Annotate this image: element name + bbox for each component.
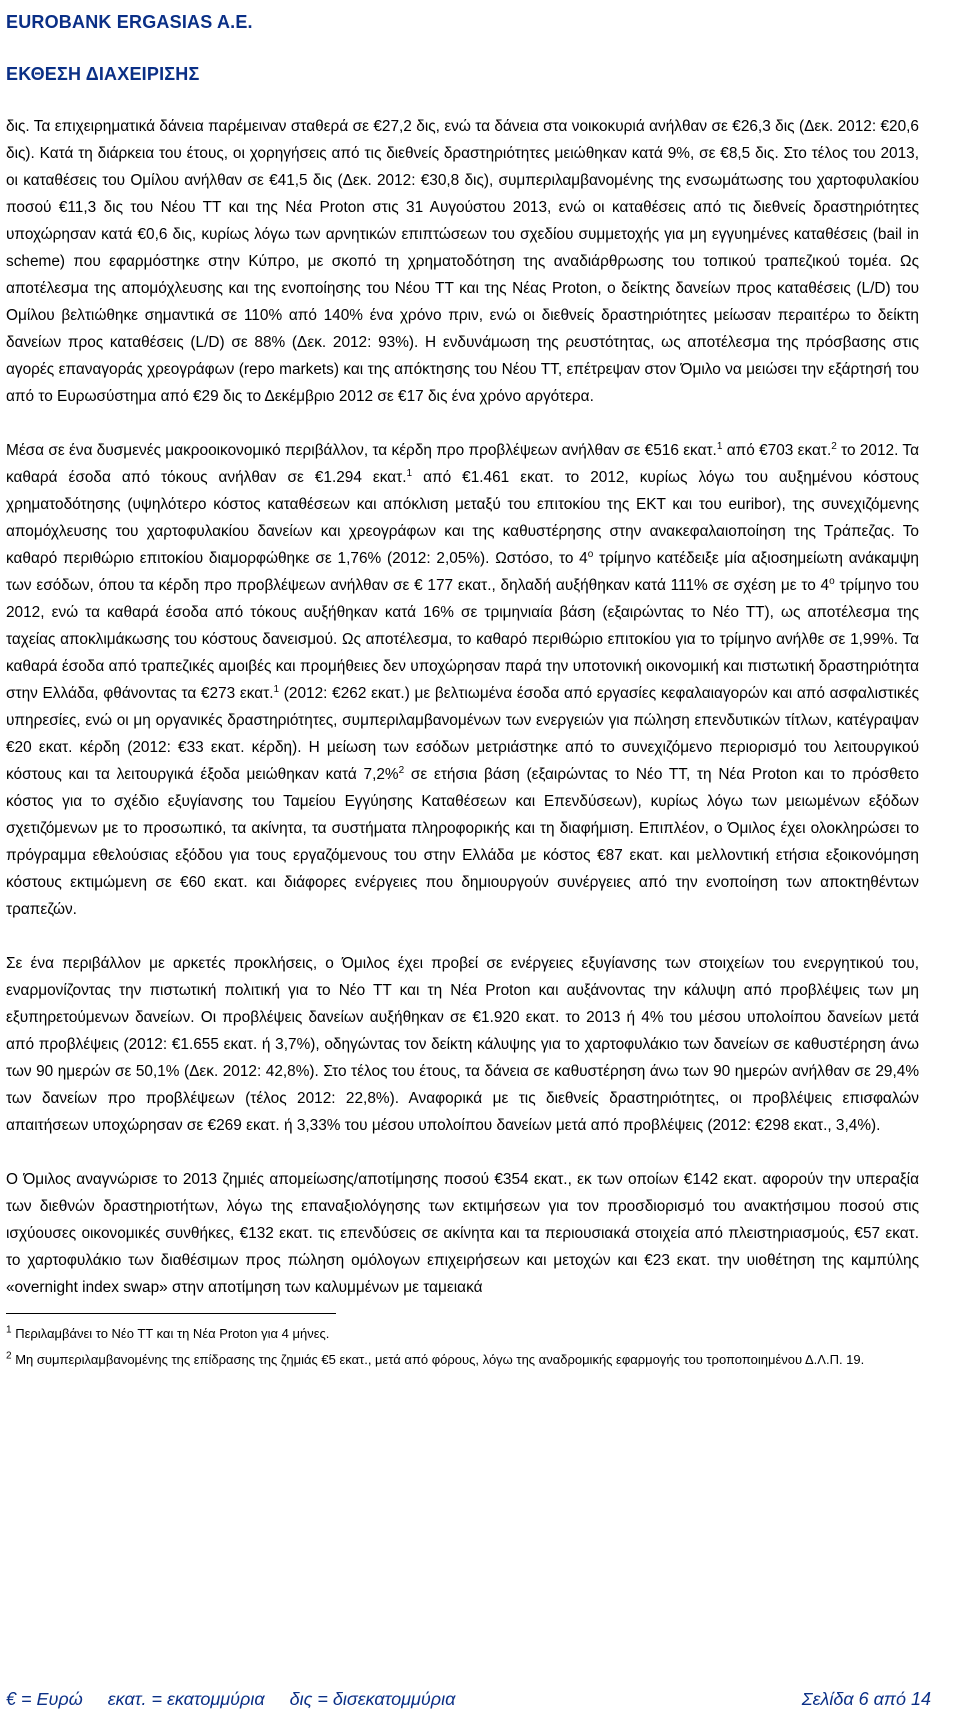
document-page xyxy=(6,10,919,1376)
footnote-number: 1 xyxy=(6,1324,12,1336)
paragraph-text: σε ετήσια βάση (εξαιρώντας το Νέο ΤΤ, τη Νέα Proton και το πρόσθετο κόστος για το σχέδιο εξυγίανσης του Ταμείου Εγγύησης Καταθέσεων και Επενδύσεων), κυρίως λόγω των μειωμένων εξόδων σχετιζόμενων με το προσωπικό, τα ακίνητα, τα συστήματα πληροφορικής και τη διαφήμιση. Επιπλέον, ο Όμιλος έχει ολοκληρώσει το πρόγραμμα εθελούσιας εξόδου για τους εργαζόμενους του στην Ελλάδα με κόστος €87 εκατ. και μελλοντική ετήσια εξοικονόμηση κόστους εκτιμώμενη σε €60 εκατ. και διάφορες ενέργειες που δημιουργούν συνέργειες από την ενοποίηση των αποκτηθέντων τραπεζών. xyxy=(6,766,919,918)
ordinal-suffix: ο xyxy=(829,575,835,587)
footnote-divider xyxy=(6,1313,336,1314)
paragraph-profits xyxy=(6,437,919,923)
paragraph-provisions xyxy=(6,950,919,1139)
paragraph-text: Ο Όμιλος αναγνώρισε το 2013 ζημιές απομείωσης/αποτίμησης ποσού €354 εκατ., εκ των οποίων €142 εκατ. αφορούν την υπεραξία των διεθνών δραστηριοτήτων, λόγω της επαναξιολόγησης των εκτιμήσεων για τον προσδιορισμό του ανακτήσιμου ποσού στις ισχύουσες οικονομικές συνθήκες, €132 εκατ. τις επενδύσεις σε ακίνητα και τα περιουσιακά στοιχεία από πλειστηριασμούς, €57 εκατ. το χαρτοφυλάκιο των διαθέσιμων προς πώληση ομόλογων επιχειρήσεων και μετοχών και €23 εκατ. την υιοθέτηση της καμπύλης «overnight index swap» στην αποτίμηση των καλυμμένων με ταμειακά xyxy=(6,1171,919,1296)
footnote-ref: 2 xyxy=(831,440,837,452)
paragraph-impairments xyxy=(6,1166,919,1301)
paragraph-deposits xyxy=(6,113,919,410)
footnote-ref: 1 xyxy=(406,467,413,479)
paragraph-text: από €1.461 εκατ. το 2012, κυρίως λόγω του αυξημένου κόστους χρηματοδότησης (υψηλότερο κόστος καταθέσεων και απόκλιση μεταξύ του επιτοκίου της ΕΚΤ και του euribor), της συνεχιζόμενης απομόχλευσης του χαρτοφυλακίου δανείων και χρεογράφων και της καθυστέρησης στην ανακεφαλαιοποίηση της Τράπεζας. Το καθαρό περιθώριο επιτοκίου διαμορφώθηκε σε 1,76% (2012: 2,05%). Ωστόσο, το 4 xyxy=(6,469,919,567)
paragraph-text: (2012: €262 εκατ.) με βελτιωμένα έσοδα από εργασίες κεφαλαιαγορών και από ασφαλιστικές υπηρεσίες, ενώ οι μη οργανικές δραστηριότητες, συμπεριλαμβανομένων των ενεργειών για πώληση επενδυτικών τίτλων, κατέγραψαν €20 εκατ. κέρδη (2012: €33 εκατ. κέρδη). Η μείωση των εσόδων μετριάστηκε από το συνεχιζόμενο περιορισμό του λειτουργικού κόστους και τα λειτουργικά έξοδα μειώθηκαν κατά 7,2% xyxy=(6,685,919,783)
paragraph-text: τρίμηνο του 2012, ενώ τα καθαρά έσοδα από τόκους αυξήθηκαν κατά 16% σε τριμηνιαία βάση (εξαιρώντας το Νέο ΤΤ), ως αποτέλεσμα της ταχείας αποκλιμάκωσης του κόστους δανεισμού. Ως αποτέλεσμα, το καθαρό περιθώριο επιτοκίου για το τρίμηνο ανήλθε σε 1,99%. Τα καθαρά έσοδα από τραπεζικές αμοιβές και προμήθειες δεν υποχώρησαν παρά την υποτονική οικονομική και πιστωτική δραστηριότητα στην Ελλάδα, φθάνοντας τα €273 εκατ. xyxy=(6,577,919,702)
paragraph-text: από €703 εκατ. xyxy=(722,442,832,459)
section-title: ΕΚΘΕΣΗ ΔΙΑΧΕΙΡΙΣΗΣ xyxy=(6,64,200,84)
company-name: EUROBANK ERGASIAS A.E. xyxy=(6,12,253,32)
footnote-2 xyxy=(6,1350,919,1370)
page-footer xyxy=(6,1684,931,1713)
ordinal-suffix: ο xyxy=(587,548,594,560)
paragraph-text: δις. Τα επιχειρηματικά δάνεια παρέμειναν σταθερά σε €27,2 δις, ενώ τα δάνεια στα νοικοκυριά ανήλθαν σε €26,3 δις (Δεκ. 2012: €20,6 δις). Κατά τη διάρκεια του έτους, οι χορηγήσεις από τις διεθνείς δραστηριότητες μειώθηκαν κατά 9%, σε €8,5 δις. Στο τέλος του 2013, οι καταθέσεις του Ομίλου ανήλθαν σε €41,5 δις (Δεκ. 2012: €30,8 δις), συμπεριλαμβανομένης της ενσωμάτωσης του χαρτοφυλακίου ποσού €11,3 δις του Νέου ΤΤ και της Νέα Proton στις 31 Αυγούστου 2013, ενώ οι καταθέσεις από τις διεθνείς δραστηριότητες υποχώρησαν κατά €0,6 δις, κυρίως λόγω των αρνητικών επιπτώσεων του σχεδίου συμμετοχής για μη εγγυημένες καταθέσεις (bail in scheme) που εφαρμόστηκε στην Κύπρο, με σκοπό τη χρηματοδότηση της αναδιάρθρωσης του τοπικού τραπεζικού τομέα. Ως αποτέλεσμα της απομόχλευσης και της ενοποίησης του Νέου ΤΤ και της Νέας Proton, ο δείκτης δανείων προς καταθέσεις (L/D) του Ομίλου βελτιώθηκε σημαντικά σε 110% από 140% ένα χρόνο πριν, ενώ οι διεθνείς δραστηριότητες μείωσαν περαιτέρω το δείκτη δανείων προς καταθέσεις (L/D) σε 88% (Δεκ. 2012: 93%). Η ενδυνάμωση της ρευστότητας, ως αποτέλεσμα της πρόσβασης στις αγορές επαναγοράς χρεογράφων (repo markets) και της απόκτησης του Νέου ΤΤ, επέτρεψαν στον Όμιλο να μειώσει την εξάρτησή του από το Ευρωσύστημα από €29 δις το Δεκέμβριο 2012 σε €17 δις ένα χρόνο αργότερα. xyxy=(6,118,919,405)
paragraph-text: Μέσα σε ένα δυσμενές μακροοικονομικό περιβάλλον, τα κέρδη προ προβλέψεων ανήλθαν σε €516 εκατ. xyxy=(6,442,717,459)
footnote-ref: 1 xyxy=(716,440,723,452)
footnote-ref: 2 xyxy=(398,764,405,776)
footnote-text: Περιλαμβάνει το Νέο ΤΤ και τη Νέα Proton για 4 μήνες. xyxy=(15,1326,330,1341)
paragraph-text: Σε ένα περιβάλλον με αρκετές προκλήσεις, ο Όμιλος έχει προβεί σε ενέργειες εξυγίανσης των στοιχείων του ενεργητικού του, εναρμονίζοντας την πιστωτική πολιτική για το Νέο ΤΤ και τη Νέα Proton και αυξάνοντας την κάλυψη από προβλέψεις των μη εξυπηρετούμενων δανείων. Οι προβλέψεις δανείων αυξήθηκαν σε €1.920 εκατ. το 2013 ή 4% του μέσου υπολοίπου δανείων μετά από προβλέψεις (2012: €1.655 εκατ. ή 3,7%), οδηγώντας τον δείκτη κάλυψης για το χαρτοφυλάκιο των δανείων σε καθυστέρηση άνω των 90 ημερών σε 50,1% (Δεκ. 2012: 42,8%). Στο τέλος του έτους, τα δάνεια σε καθυστέρηση άνω των 90 ημερών ανήλθαν σε 29,4% των δανείων προ προβλέψεων (τέλος 2012: 22,8%). Αναφορικά με τις διεθνείς δραστηριότητες, οι προβλέψεις επισφαλών απαιτήσεων υποχώρησαν σε €269 εκατ. ή 3,33% του μέσου υπολοίπου δανείων μετά από προβλέψεις (2012: €298 εκατ., 3,4%). xyxy=(6,955,919,1134)
footnote-number: 2 xyxy=(6,1350,12,1362)
footnote-ref: 1 xyxy=(273,683,280,695)
paragraph-text: το 2012. Τα καθαρά έσοδα από τόκους ανήλθαν σε €1.294 εκατ. xyxy=(6,442,919,486)
footnote-1 xyxy=(6,1324,919,1344)
units-legend: € = Ευρώ εκατ. = εκατομμύρια δις = δισεκατομμύρια xyxy=(6,1689,456,1709)
paragraph-text: τρίμηνο κατέδειξε μία αξιοσημείωτη ανάκαμψη των εσόδων, όπου τα κέρδη προ προβλέψεων ανήλθαν σε € 177 εκατ., δηλαδή αυξήθηκαν κατά 111% σε σχέση με το 4 xyxy=(6,550,919,594)
footnote-text: Μη συμπεριλαμβανομένης της επίδρασης της ζημιάς €5 εκατ., μετά από φόρους, λόγω της αναδρομικής εφαρμογής του τροποποιημένου Δ.Λ.Π. 19. xyxy=(15,1352,865,1367)
page-number: Σελίδα 6 από 14 xyxy=(801,1689,931,1709)
